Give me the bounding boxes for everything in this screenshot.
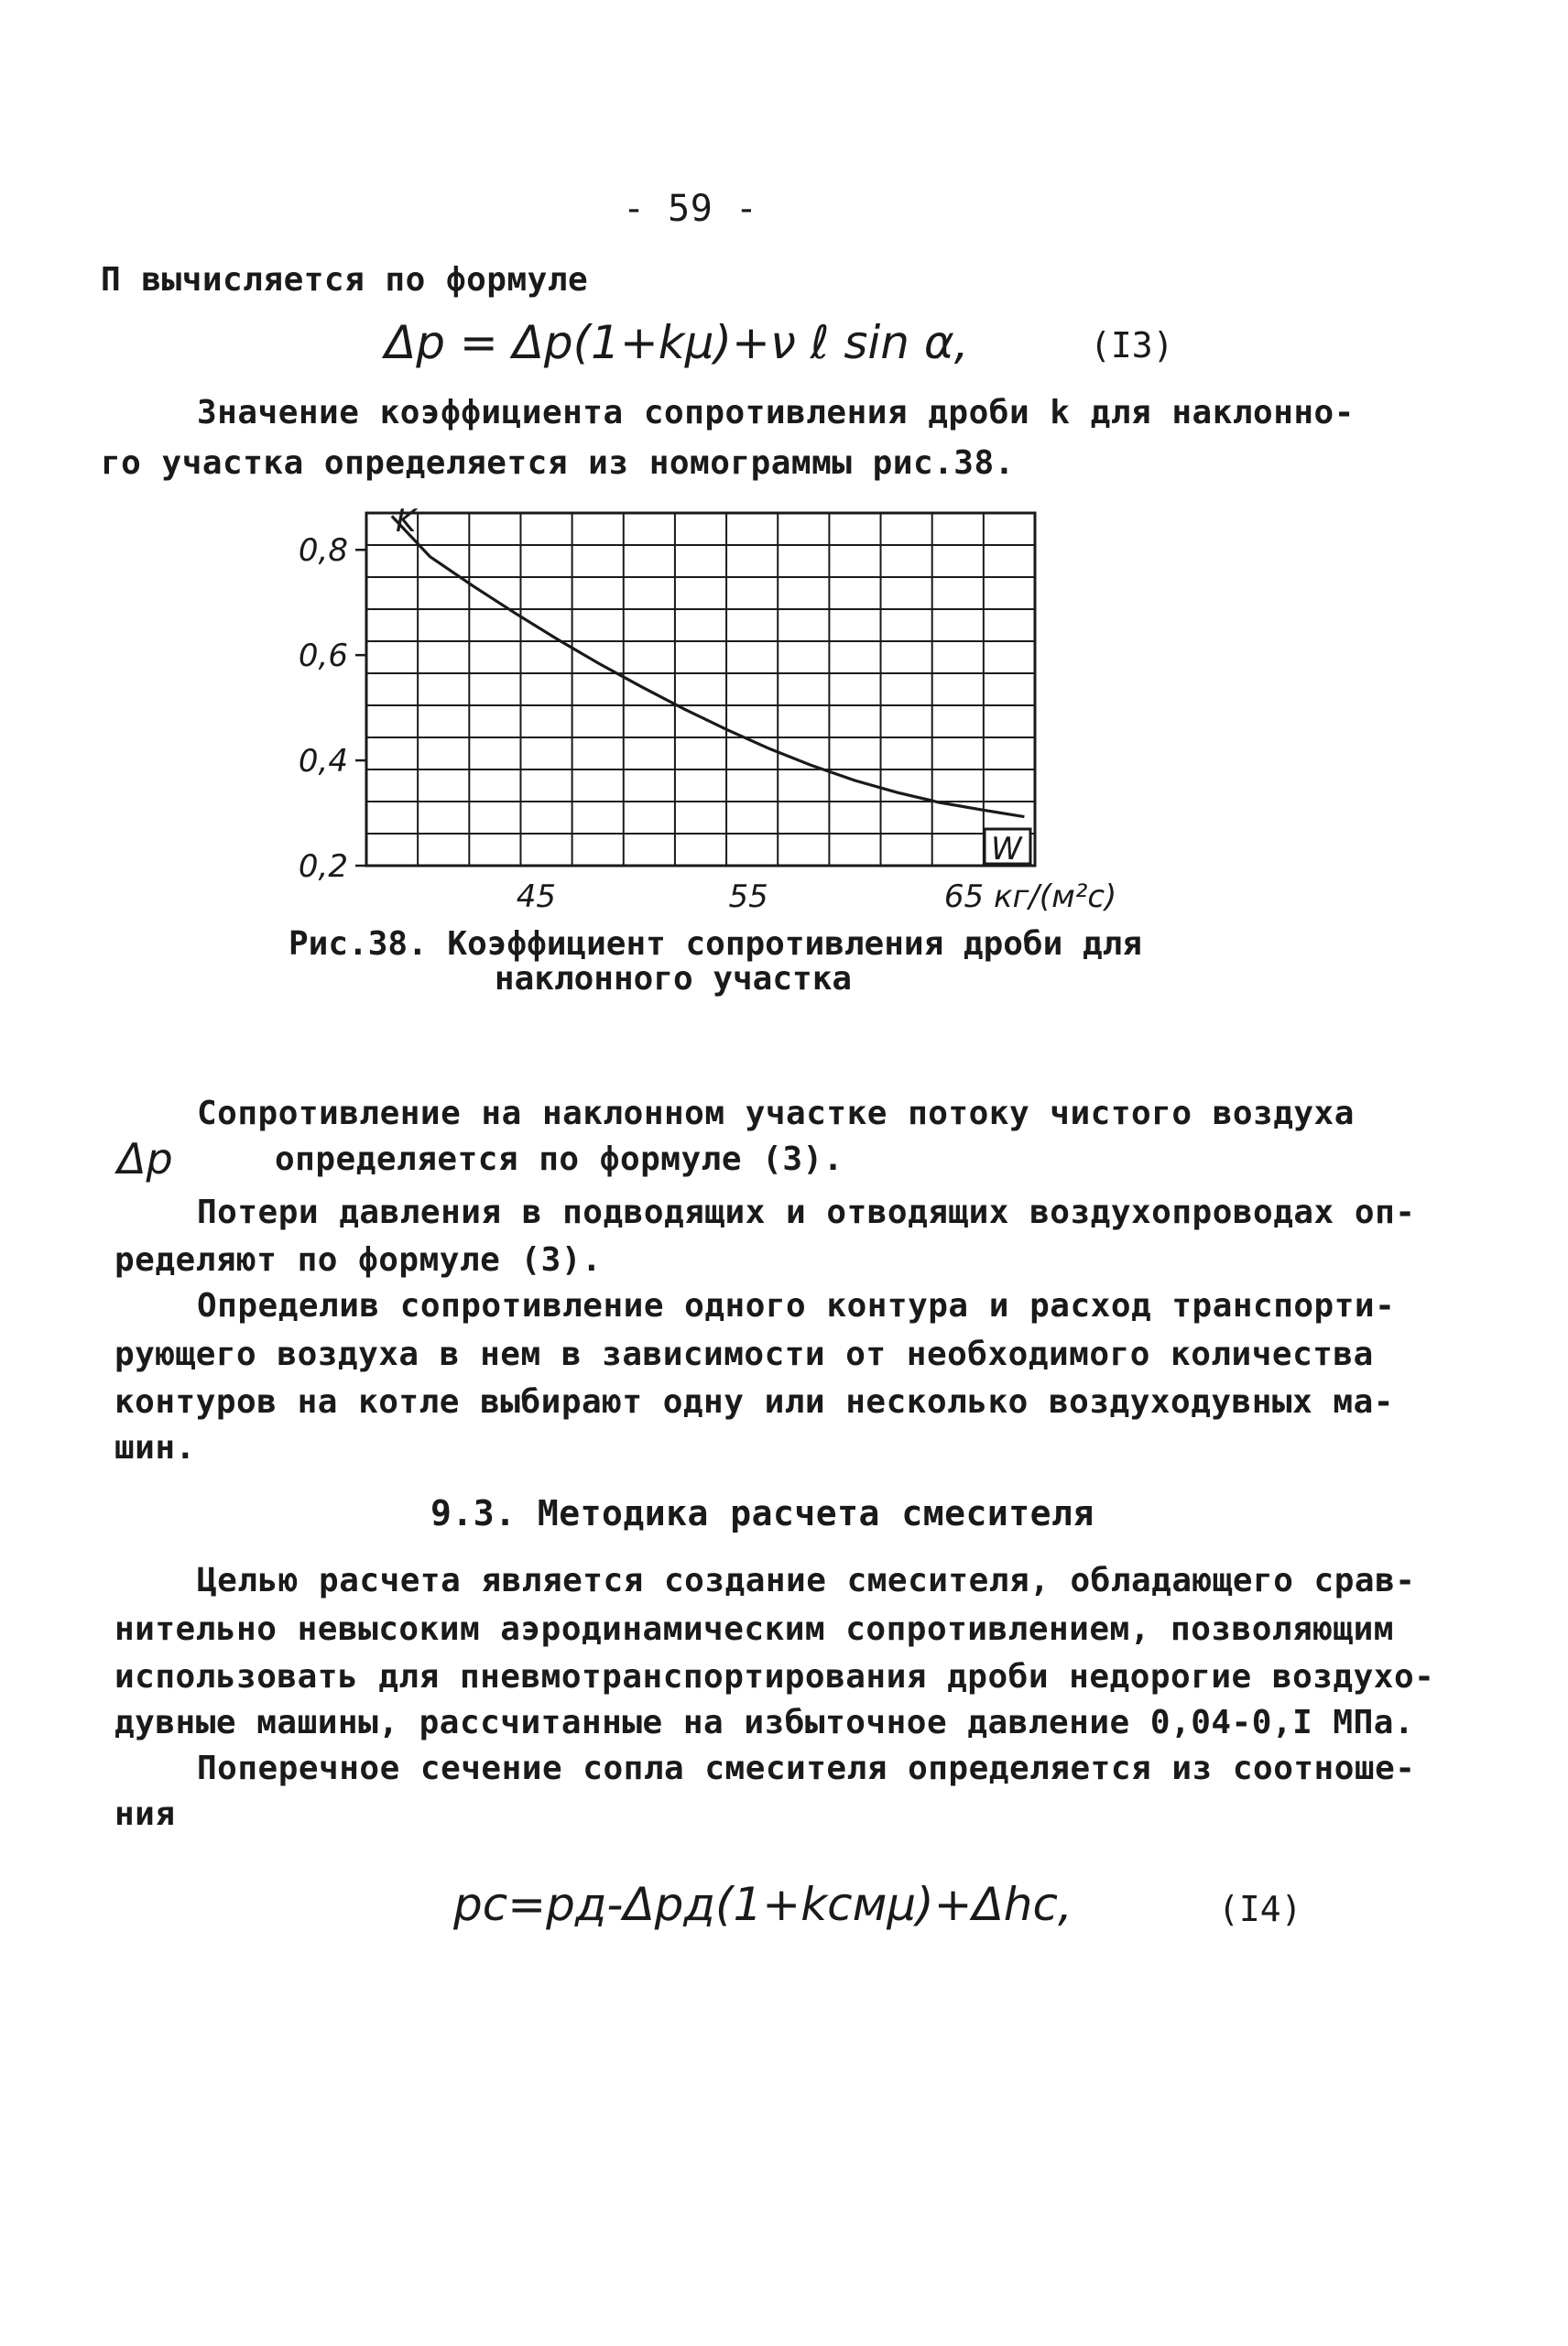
x-tick-label: 65 кг/(м²с)	[943, 878, 1117, 915]
paragraph-6-line-2: ния	[114, 1795, 176, 1833]
y-axis-label: K	[396, 503, 417, 540]
series-line-k	[392, 516, 1025, 816]
paragraph-2-line-1: Сопротивление на наклонном участке потоку чистого воздуха	[197, 1095, 1355, 1132]
paragraph-5-line-4: дувные машины, рассчитанные на избыточное давление 0,04-0,I МПа.	[114, 1704, 1415, 1741]
paragraph-3-line-1: Потери давления в подводящих и отводящих воздухопроводах оп-	[197, 1194, 1416, 1231]
y-tick-label: 0,8	[298, 532, 348, 570]
paragraph-1-line-1: Значение коэффициента сопротивления дроби k для наклонно-	[197, 394, 1355, 431]
paragraph-5-line-1: Целью расчета является создание смесителя, обладающего срав-	[197, 1562, 1416, 1599]
paragraph-1-line-2: го участка определяется из номограммы рис.38.	[101, 444, 1015, 482]
y-tick-label: 0,2	[298, 848, 348, 885]
paragraph-5-line-2: нительно невысоким аэродинамическим сопротивлением, позволяющим	[114, 1610, 1394, 1648]
paragraph-5-line-3: использовать для пневмотранспортирования дроби недорогие воздухо-	[114, 1658, 1435, 1696]
y-tick-label: 0,4	[298, 743, 348, 780]
paragraph-6-line-1: Поперечное сечение сопла смесителя определяется из соотноше-	[197, 1750, 1416, 1787]
x-tick-label: 55	[728, 878, 768, 915]
figure-caption-line-2: наклонного участка	[494, 960, 853, 998]
equation-number-14: (I4)	[1218, 1889, 1302, 1929]
section-title: 9.3. Методика расчета смесителя	[430, 1493, 1094, 1533]
paragraph-4-line-3: контуров на котле выбирают одну или несколько воздуходувных ма-	[114, 1383, 1394, 1421]
page-number: - 59 -	[623, 188, 758, 230]
formula-13: Δp = Δp(1+kμ)+ν ℓ sin α,	[385, 316, 969, 369]
plot-frame	[366, 513, 1035, 866]
paragraph-2-line-2: определяется по формуле (3).	[275, 1140, 844, 1178]
x-tick-label: 45	[516, 878, 557, 915]
x-axis-label: W	[991, 831, 1022, 867]
y-tick-label: 0,6	[298, 638, 348, 675]
formula-14: pc=pд-Δpд(1+kсмμ)+Δhc,	[453, 1878, 1073, 1931]
paragraph-2-symbol: Δp	[117, 1134, 173, 1184]
paragraph-4-line-4: шин.	[114, 1429, 196, 1467]
chart-grid	[366, 513, 1035, 866]
equation-number-13: (I3)	[1090, 325, 1174, 366]
y-tick-marks	[355, 550, 366, 866]
paragraph-4-line-1: Определив сопротивление одного контура и расход транспорти-	[197, 1287, 1396, 1325]
resistance-chart	[298, 495, 1117, 925]
paragraph-4-line-2: рующего воздуха в нем в зависимости от необходимого количества	[114, 1336, 1374, 1373]
figure-caption-line-1: Рис.38. Коэффициент сопротивления дроби для	[289, 925, 1142, 963]
paragraph-3-line-2: ределяют по формуле (3).	[114, 1241, 603, 1279]
intro-line: П вычисляется по формуле	[101, 261, 589, 299]
